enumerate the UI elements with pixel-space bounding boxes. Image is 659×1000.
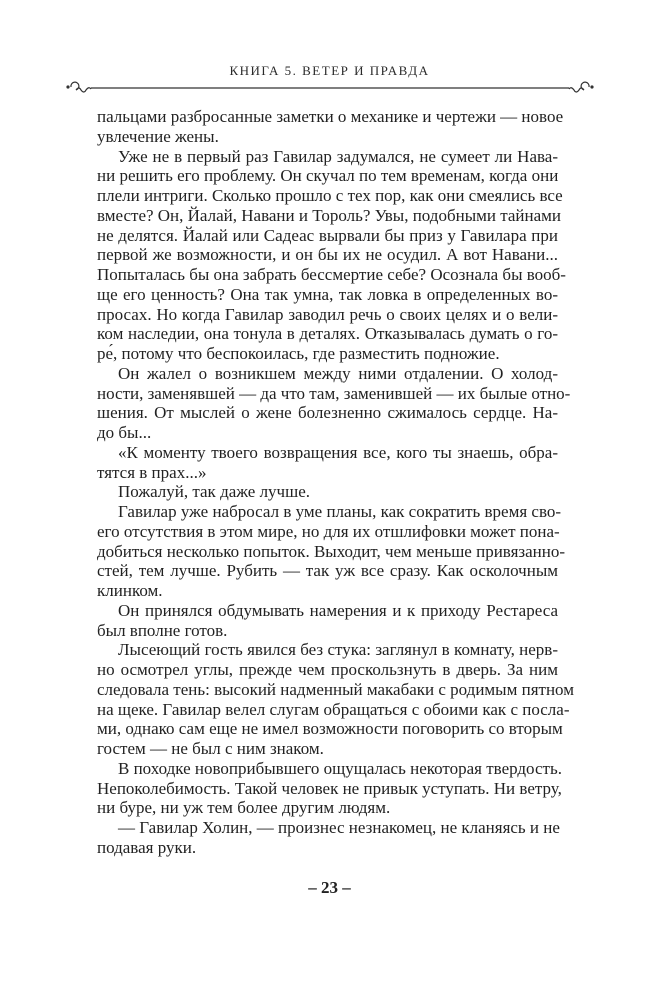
text-line: В походке новоприбывшего ощущалась некоторая твердость. [118,758,562,778]
paragraph [97,502,566,601]
text-line: но осмотрел углы, прежде чем проскользнуть в дверь. За ним [97,660,558,679]
text-line: просах. Но когда Гавилар заводил речь о своих целях и о вели- [97,304,558,324]
paragraph [97,363,571,443]
text-line: добиться несколько попыток. Выходит, чем меньше привязанно- [97,541,566,561]
paragraph [97,107,564,147]
text-line: подавая руки. [97,837,197,857]
text-line: следовала тень: высокий надменный макабаки с родимым пятном [97,679,574,699]
text-line: ми, однако сам еще не имел возможности поговорить со вторым [97,719,563,739]
text-line: увлечение жены. [97,126,219,146]
text-line: ни решить его проблему. Он скучал по тем временам, когда они [97,166,559,186]
text-line: ности, заменявшей — да что там, заменившей — их былые отно- [97,383,571,403]
text-line: Попыталась бы она забрать бессмертие себе? Осознала бы вооб- [97,265,566,284]
text-line: плели интриги. Сколько прошло с тех пор, как они смеялись все [97,186,563,205]
text-line: на щеке. Гавилар велел слугам обращаться с обоими как с посла- [97,699,570,719]
text-line: тятся в прах...» [97,462,207,482]
paragraph [97,601,558,641]
text-line: его отсутствия в этом мире, но для их отшлифовки может пона- [97,521,560,541]
paragraph [97,818,558,858]
text-line: ком наследии, она тонула в деталях. Отказывалась думать о го- [97,324,558,344]
text-line: Непоколебимость. Такой человек не привык уступать. Ни ветру, [97,778,562,798]
text-line: Лысеющий гость явился без стука: заглянул в комнату, нерв- [118,640,558,660]
text-line: Уже не в первый раз Гавилар задумался, не сумеет ли Нава- [118,146,558,166]
text-line: клинком. [97,581,163,600]
paragraph [97,640,574,759]
text-line: пальцами разбросанные заметки о механике и чертежи — новое [97,107,564,126]
page-number: – 23 – [308,878,351,897]
paragraph [97,443,558,483]
paragraph [97,146,566,364]
text-line: вместе? Он, Йалай, Навани и Тороль? Увы, подобными тайнами [97,205,562,225]
text-line: стей, тем лучше. Рубить — так уж все сразу. Как осколочным [97,561,558,581]
text-line: Гавилар уже набросал в уме планы, как сократить время сво- [118,502,562,521]
text-line: Он принялся обдумывать намерения и к приходу Рестареса [118,600,558,620]
running-header: КНИГА 5. ВЕТЕР И ПРАВДА [229,63,430,78]
text-line: не делятся. Йалай или Садеас вырвали бы приз у Гавилара при [97,225,558,245]
body-text [97,107,574,858]
text-line: — Гавилар Холин, — произнес незнакомец, не кланяясь и не [118,818,560,837]
text-line: первой же возможности, и он бы их не осудил. А вот Навани... [97,245,558,265]
ornamental-rule [65,80,595,94]
text-line: ре́, потому что беспокоилась, где разместить подножие. [97,344,500,363]
text-line: гостем — не был с ним знаком. [97,739,324,758]
text-line: был вполне готов. [97,620,228,640]
text-line: до бы... [97,423,152,442]
text-line: Он жалел о возникшем между ними отдалении. О холод- [118,363,558,383]
text-line: ни буре, ни уж тем более другим людям. [97,798,391,818]
text-line: «К моменту твоего возвращения все, кого ты знаешь, обра- [118,442,558,462]
text-line: шения. От мыслей о жене болезненно сжималось сердце. На- [97,403,558,423]
paragraph [97,758,562,818]
paragraph [97,482,558,502]
text-line: Пожалуй, так даже лучше. [118,482,310,502]
text-line: ще его ценность? Она так умна, так ловка в определенных во- [97,284,558,304]
